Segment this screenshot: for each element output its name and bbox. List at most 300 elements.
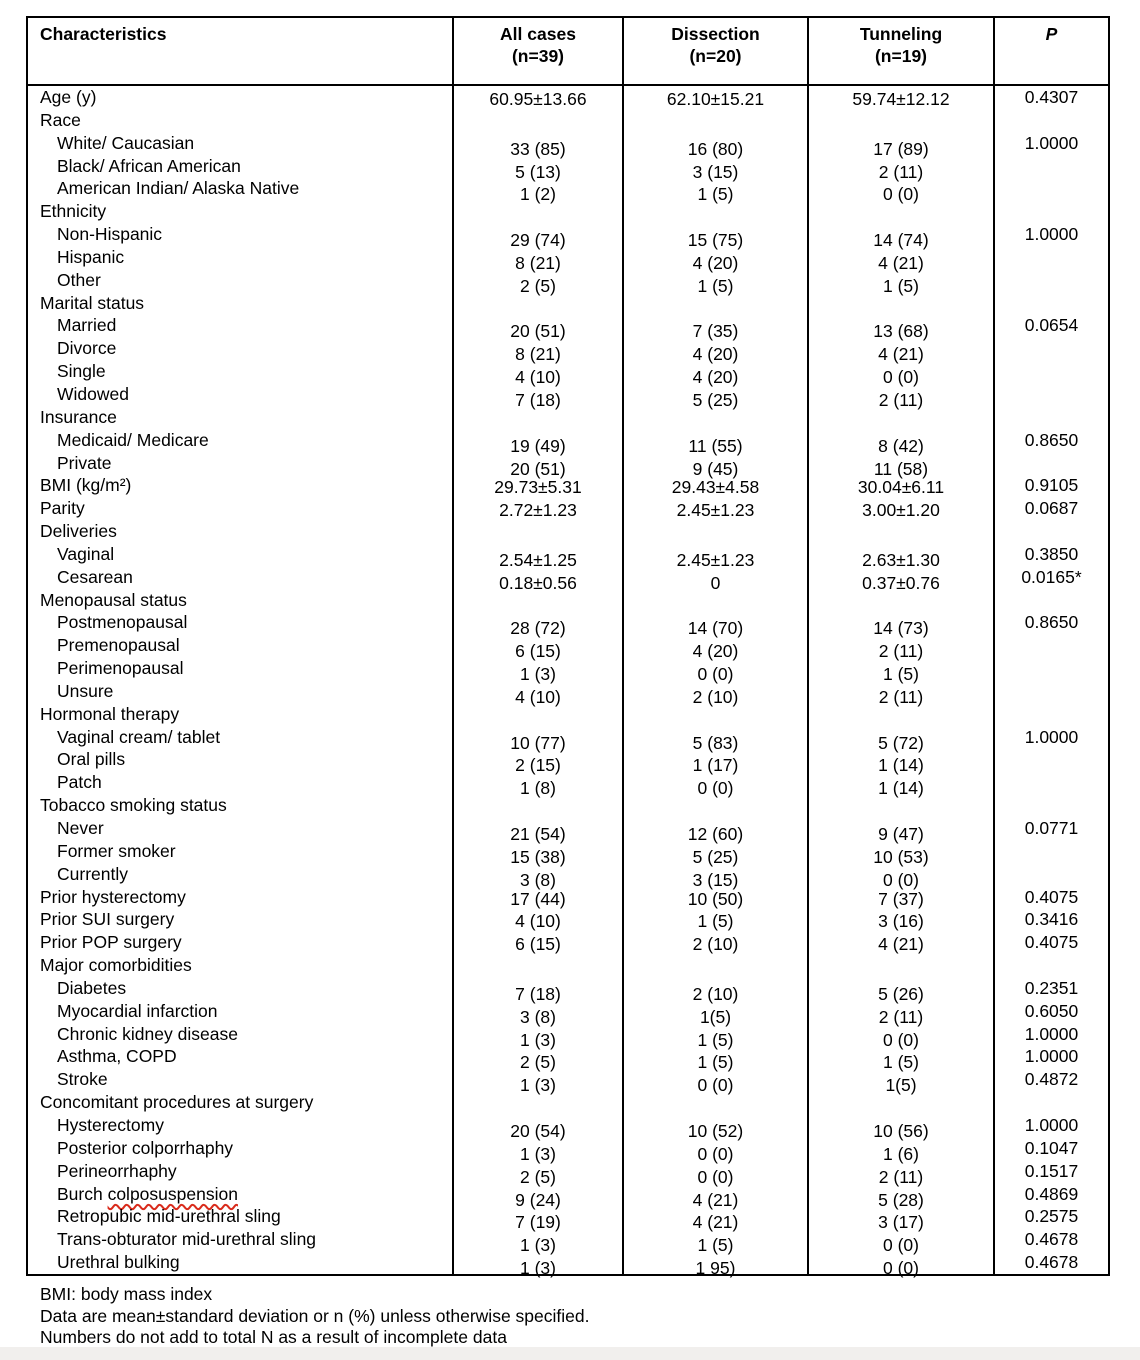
row-label-text: Perimenopausal bbox=[57, 658, 184, 679]
cell-p-value bbox=[995, 292, 1108, 315]
cell-value: 1 (3) bbox=[520, 664, 556, 685]
cell-value: 1 (5) bbox=[697, 1029, 734, 1050]
value-stack bbox=[624, 206, 807, 297]
p-value-cell bbox=[993, 86, 1108, 109]
dissection-cell bbox=[622, 794, 807, 890]
cell-value: 2.63±1.30 bbox=[862, 549, 940, 570]
row-label-text: Unsure bbox=[57, 680, 114, 701]
cell-value: 60.95±13.66 bbox=[489, 89, 587, 109]
value-stack bbox=[454, 412, 622, 481]
all-cases-cell bbox=[452, 931, 622, 954]
cell-value: 1(5) bbox=[699, 1006, 732, 1027]
cell-p-value: 0.0771 bbox=[1024, 818, 1079, 838]
cell-value: 8 (21) bbox=[515, 252, 561, 273]
cell-value: 5 (83) bbox=[692, 732, 739, 753]
cell-value: 0 (0) bbox=[697, 778, 734, 799]
row-label-text: Patch bbox=[57, 772, 102, 793]
row-label-text: Never bbox=[57, 818, 104, 838]
cell-p-value: 0.1517 bbox=[1024, 1160, 1079, 1181]
cell-p-value bbox=[995, 794, 1108, 817]
value-stack bbox=[624, 800, 807, 891]
cell-value: 9 (47) bbox=[878, 824, 924, 844]
table-section bbox=[28, 954, 1108, 1096]
cell-p-value bbox=[995, 748, 1108, 771]
row-label bbox=[28, 337, 452, 360]
characteristics-cell bbox=[28, 703, 452, 794]
value-stack bbox=[624, 476, 807, 499]
cell-value: 2 (11) bbox=[878, 1166, 924, 1187]
value-stack bbox=[624, 298, 807, 412]
cell-value bbox=[809, 595, 993, 618]
cell-value: 29.73±5.31 bbox=[494, 477, 582, 498]
header-tunneling-line1: Tunneling bbox=[859, 24, 943, 44]
tunneling-cell bbox=[807, 589, 993, 707]
cell-p-value bbox=[995, 657, 1108, 680]
table-section bbox=[28, 589, 1108, 707]
cell-value: 62.10±15.21 bbox=[666, 89, 765, 109]
cell-value: 5 (25) bbox=[692, 389, 739, 410]
cell-p-value: 0.6050 bbox=[1024, 1000, 1079, 1021]
row-label-text: Private bbox=[57, 452, 112, 473]
cell-p-value bbox=[995, 155, 1108, 178]
dissection-cell bbox=[622, 86, 807, 109]
all-cases-cell bbox=[452, 497, 622, 520]
row-label bbox=[28, 886, 452, 909]
value-stack bbox=[454, 476, 622, 499]
cell-p-value bbox=[995, 589, 1108, 612]
cell-p-value: 1.0000 bbox=[1024, 132, 1079, 153]
row-label bbox=[28, 383, 452, 406]
row-label-text: Hispanic bbox=[57, 246, 125, 267]
cell-value: 2 (11) bbox=[878, 161, 924, 182]
row-label bbox=[28, 497, 452, 520]
row-label bbox=[28, 1023, 452, 1046]
all-cases-cell bbox=[452, 1091, 622, 1279]
cell-value: 5 (25) bbox=[692, 846, 739, 867]
cell-value bbox=[454, 526, 622, 549]
cell-value: 3 (15) bbox=[692, 869, 739, 890]
row-label-text: Divorce bbox=[57, 338, 117, 359]
value-stack bbox=[809, 499, 993, 522]
p-value-cell bbox=[993, 1091, 1108, 1274]
cell-p-value bbox=[995, 520, 1108, 543]
cell-value: 2 (15) bbox=[515, 755, 561, 776]
all-cases-cell bbox=[452, 86, 622, 109]
cell-value: 28 (72) bbox=[510, 618, 566, 639]
cell-value: 1 (3) bbox=[520, 1075, 556, 1096]
dissection-cell bbox=[622, 931, 807, 954]
header-p-value bbox=[993, 18, 1108, 84]
cell-value: 4 (21) bbox=[692, 1189, 739, 1210]
dissection-cell bbox=[622, 474, 807, 497]
row-label bbox=[28, 269, 452, 292]
cell-value bbox=[454, 800, 622, 823]
cell-p-value bbox=[995, 269, 1108, 292]
cell-value bbox=[809, 526, 993, 549]
all-cases-cell bbox=[452, 292, 622, 410]
value-stack bbox=[809, 800, 993, 891]
section-header-label: Major comorbidities bbox=[40, 955, 192, 976]
table-section bbox=[28, 474, 1108, 497]
cell-p-value: 0.1047 bbox=[1024, 1137, 1079, 1158]
cell-value: 1 (5) bbox=[697, 1052, 734, 1073]
bottom-strip bbox=[0, 1347, 1140, 1360]
cell-value: 16 (80) bbox=[687, 138, 744, 159]
value-stack bbox=[624, 115, 807, 206]
cell-value: 7 (37) bbox=[878, 888, 924, 909]
value-stack bbox=[624, 88, 807, 111]
section-header-label: Concomitant procedures at surgery bbox=[40, 1092, 314, 1113]
cell-value: 4 (21) bbox=[692, 1212, 739, 1233]
cell-p-value: 0.4678 bbox=[1024, 1229, 1079, 1250]
cell-value: 3 (8) bbox=[520, 869, 556, 890]
cell-value: 1 (3) bbox=[520, 1258, 556, 1279]
cell-value: 1 (5) bbox=[697, 1235, 734, 1256]
row-label-text: Trans-obturator mid-urethral sling bbox=[57, 1229, 317, 1250]
row-label-text: Currently bbox=[57, 863, 128, 884]
value-stack bbox=[809, 595, 993, 709]
characteristics-cell bbox=[28, 497, 452, 520]
cell-value: 20 (54) bbox=[510, 1120, 566, 1141]
row-label bbox=[28, 726, 452, 749]
value-stack bbox=[454, 88, 622, 111]
characteristics-cell bbox=[28, 406, 452, 475]
row-label-text: Urethral bulking bbox=[57, 1252, 180, 1273]
row-label bbox=[28, 566, 452, 589]
cell-value: 11 (58) bbox=[873, 458, 929, 479]
cell-p-value bbox=[995, 452, 1108, 475]
cell-value bbox=[809, 115, 993, 138]
characteristics-cell bbox=[28, 794, 452, 885]
cell-value: 1 (8) bbox=[520, 778, 556, 799]
row-label-text: Vaginal cream/ tablet bbox=[57, 726, 221, 747]
cell-value: 0.37±0.76 bbox=[862, 572, 940, 593]
value-stack bbox=[624, 888, 807, 911]
cell-value bbox=[809, 800, 993, 823]
cell-p-value: 0.4075 bbox=[1024, 932, 1079, 953]
cell-p-value: 0.4307 bbox=[1024, 87, 1079, 107]
row-label bbox=[28, 1183, 452, 1206]
characteristics-cell bbox=[28, 200, 452, 291]
characteristics-cell bbox=[28, 292, 452, 406]
cell-p-value bbox=[995, 863, 1108, 886]
cell-value: 6 (15) bbox=[515, 641, 561, 662]
cell-value: 7 (35) bbox=[692, 321, 739, 342]
characteristics-cell bbox=[28, 954, 452, 1091]
row-label bbox=[28, 1045, 452, 1068]
cell-p-value: 0.3416 bbox=[1024, 909, 1079, 930]
characteristics-cell bbox=[28, 86, 452, 109]
cell-p-value: 0.4075 bbox=[1024, 886, 1079, 907]
header-tunneling-line2: (n=19) bbox=[874, 46, 928, 66]
cell-value: 8 (42) bbox=[878, 435, 924, 456]
cell-value: 15 (75) bbox=[687, 230, 744, 251]
cell-value: 59.74±12.12 bbox=[852, 89, 950, 109]
cell-value: 10 (50) bbox=[687, 888, 744, 909]
cell-p-value: 1.0000 bbox=[1024, 1114, 1079, 1135]
table-footnotes bbox=[40, 1284, 589, 1349]
row-label bbox=[28, 155, 452, 178]
cell-value: 4 (10) bbox=[515, 911, 561, 932]
row-label-text: American Indian/ Alaska Native bbox=[57, 178, 300, 199]
cell-value: 1 (3) bbox=[520, 1143, 556, 1164]
table-section bbox=[28, 931, 1108, 954]
row-label-text: Married bbox=[57, 315, 117, 336]
cell-value: 1 (14) bbox=[878, 755, 924, 776]
cell-value: 0 (0) bbox=[883, 869, 919, 890]
value-stack bbox=[809, 960, 993, 1097]
value-stack bbox=[454, 206, 622, 297]
dissection-cell bbox=[622, 908, 807, 931]
all-cases-cell bbox=[452, 589, 622, 707]
value-stack bbox=[454, 1097, 622, 1280]
row-label bbox=[28, 1251, 452, 1274]
value-stack bbox=[624, 412, 807, 481]
cell-p-value bbox=[995, 406, 1108, 429]
cell-value: 6 (15) bbox=[515, 934, 561, 955]
cell-value bbox=[624, 115, 807, 138]
cell-value bbox=[809, 960, 993, 983]
p-value-cell bbox=[993, 703, 1108, 794]
row-label bbox=[28, 1228, 452, 1251]
cell-value bbox=[624, 298, 807, 321]
cell-value: 29.43±4.58 bbox=[671, 477, 760, 498]
row-label bbox=[28, 429, 452, 452]
dissection-cell bbox=[622, 292, 807, 410]
tunneling-cell bbox=[807, 908, 993, 931]
dissection-cell bbox=[622, 109, 807, 205]
cell-value: 20 (51) bbox=[510, 321, 566, 342]
row-label bbox=[28, 360, 452, 383]
cell-value bbox=[624, 412, 807, 435]
cell-value: 12 (60) bbox=[687, 824, 744, 844]
cell-value bbox=[809, 1097, 993, 1120]
header-characteristics-label: Characteristics bbox=[40, 24, 167, 44]
cell-p-value: 0.8650 bbox=[1024, 612, 1079, 633]
row-label-text: Retropubic mid-urethral sling bbox=[57, 1206, 281, 1227]
cell-value: 4 (20) bbox=[692, 641, 739, 662]
cell-value: 1 (5) bbox=[697, 911, 734, 932]
value-stack bbox=[624, 933, 807, 956]
all-cases-cell bbox=[452, 474, 622, 497]
header-all-cases-line2: (n=39) bbox=[511, 46, 565, 66]
row-label-text: Medicaid/ Medicare bbox=[57, 429, 209, 450]
value-stack bbox=[454, 595, 622, 709]
row-label-text: White/ Caucasian bbox=[57, 132, 195, 153]
value-stack bbox=[809, 526, 993, 595]
dissection-cell bbox=[622, 886, 807, 909]
row-label-text: Prior SUI surgery bbox=[40, 909, 175, 930]
cell-value bbox=[624, 595, 807, 618]
row-label-text: Widowed bbox=[57, 383, 129, 404]
row-label bbox=[28, 246, 452, 269]
table-section bbox=[28, 86, 1108, 109]
table-body bbox=[28, 86, 1108, 1279]
cell-value: 2 (10) bbox=[692, 983, 739, 1004]
table-section bbox=[28, 703, 1108, 799]
cell-value: 4 (21) bbox=[878, 252, 924, 273]
header-characteristics bbox=[28, 18, 452, 84]
row-label-text: Stroke bbox=[57, 1069, 108, 1090]
header-dissection-line1: Dissection bbox=[671, 24, 760, 44]
cell-value: 2 (11) bbox=[878, 686, 924, 707]
cell-value: 3 (15) bbox=[692, 161, 739, 182]
row-label-text: Prior POP surgery bbox=[40, 932, 182, 953]
cell-value: 15 (38) bbox=[510, 846, 566, 867]
cell-value bbox=[624, 800, 807, 823]
table-section bbox=[28, 406, 1108, 479]
row-label-text: Posterior colporrhaphy bbox=[57, 1137, 234, 1158]
all-cases-cell bbox=[452, 200, 622, 296]
value-stack bbox=[809, 115, 993, 206]
row-label-text: Oral pills bbox=[57, 749, 126, 770]
cell-value: 2 (11) bbox=[878, 1006, 924, 1027]
cell-value: 4 (21) bbox=[878, 344, 924, 365]
all-cases-cell bbox=[452, 908, 622, 931]
cell-p-value: 1.0000 bbox=[1024, 1046, 1079, 1067]
section-header-label: Deliveries bbox=[40, 521, 117, 542]
tunneling-cell bbox=[807, 406, 993, 479]
cell-value: 10 (53) bbox=[873, 846, 929, 867]
tunneling-cell bbox=[807, 954, 993, 1096]
all-cases-cell bbox=[452, 794, 622, 890]
table-section bbox=[28, 794, 1108, 890]
cell-value: 2.45±1.23 bbox=[676, 500, 755, 521]
cell-value bbox=[809, 709, 993, 732]
footnote-data-format: Data are mean±standard deviation or n (%) unless otherwise specified. bbox=[40, 1305, 590, 1326]
characteristics-table bbox=[26, 16, 1110, 1279]
row-label-text: Prior hysterectomy bbox=[40, 886, 186, 907]
p-value-cell bbox=[993, 589, 1108, 703]
dissection-cell bbox=[622, 1091, 807, 1279]
cell-p-value: 0.0687 bbox=[1024, 498, 1079, 519]
cell-value: 0 (0) bbox=[697, 664, 734, 685]
cell-value: 1 95) bbox=[695, 1258, 736, 1279]
p-value-cell bbox=[993, 908, 1108, 931]
cell-p-value: 0.2575 bbox=[1024, 1206, 1079, 1227]
cell-value: 2 (10) bbox=[692, 934, 739, 955]
header-all-cases bbox=[452, 18, 622, 84]
cell-value bbox=[624, 526, 807, 549]
cell-value bbox=[454, 298, 622, 321]
cell-value: 14 (74) bbox=[873, 230, 929, 251]
cell-value: 3 (16) bbox=[878, 911, 924, 932]
cell-p-value: 1.0000 bbox=[1024, 726, 1079, 747]
cell-value: 1 (14) bbox=[878, 778, 924, 799]
value-stack bbox=[454, 298, 622, 412]
cell-value: 1(5) bbox=[885, 1075, 917, 1096]
cell-value: 9 (24) bbox=[515, 1189, 561, 1210]
p-value-cell bbox=[993, 109, 1108, 200]
all-cases-cell bbox=[452, 954, 622, 1096]
cell-value: 2.54±1.25 bbox=[499, 549, 577, 570]
characteristics-cell bbox=[28, 886, 452, 909]
table-section bbox=[28, 520, 1108, 593]
value-stack bbox=[454, 910, 622, 933]
cell-value: 0 (0) bbox=[697, 1166, 734, 1187]
value-stack bbox=[454, 499, 622, 522]
row-label-text: Postmenopausal bbox=[57, 612, 188, 633]
value-stack bbox=[809, 476, 993, 499]
cell-value: 3 (17) bbox=[878, 1212, 924, 1233]
cell-p-value: 0.4869 bbox=[1024, 1183, 1079, 1204]
row-label bbox=[28, 474, 452, 497]
row-label bbox=[28, 132, 452, 155]
cell-value: 5 (72) bbox=[878, 732, 924, 753]
section-header-label: Ethnicity bbox=[40, 201, 107, 222]
cell-value: 0 (0) bbox=[883, 184, 919, 205]
cell-value: 2 (5) bbox=[520, 1052, 556, 1073]
value-stack bbox=[809, 910, 993, 933]
cell-value: 2 (10) bbox=[692, 686, 739, 707]
cell-value: 13 (68) bbox=[873, 321, 929, 342]
dissection-cell bbox=[622, 703, 807, 799]
cell-p-value bbox=[995, 109, 1108, 132]
cell-value: 29 (74) bbox=[510, 230, 566, 251]
cell-value: 4 (20) bbox=[692, 367, 739, 388]
table-section bbox=[28, 1091, 1108, 1279]
cell-value: 1 (3) bbox=[520, 1235, 556, 1256]
all-cases-cell bbox=[452, 703, 622, 799]
cell-value: 19 (49) bbox=[510, 435, 566, 456]
value-stack bbox=[624, 709, 807, 800]
row-label bbox=[28, 452, 452, 475]
value-stack bbox=[809, 412, 993, 481]
p-value-cell bbox=[993, 406, 1108, 475]
tunneling-cell bbox=[807, 109, 993, 205]
cell-value bbox=[624, 960, 807, 983]
cell-value: 8 (21) bbox=[515, 344, 561, 365]
all-cases-cell bbox=[452, 406, 622, 479]
dissection-cell bbox=[622, 200, 807, 296]
tunneling-cell bbox=[807, 474, 993, 497]
tunneling-cell bbox=[807, 497, 993, 520]
cell-p-value bbox=[995, 337, 1108, 360]
row-label-text: Single bbox=[57, 361, 106, 382]
cell-value: 20 (51) bbox=[510, 458, 566, 479]
value-stack bbox=[624, 499, 807, 522]
row-label bbox=[28, 1000, 452, 1023]
p-value-cell bbox=[993, 520, 1108, 589]
value-stack bbox=[454, 800, 622, 891]
characteristics-cell bbox=[28, 931, 452, 954]
cell-value: 1 (17) bbox=[692, 755, 739, 776]
row-label bbox=[28, 771, 452, 794]
section-header-label: Tobacco smoking status bbox=[40, 795, 227, 816]
footnote-incomplete-data: Numbers do not add to total N as a result of incomplete data bbox=[40, 1327, 507, 1347]
value-stack bbox=[809, 1097, 993, 1280]
cell-p-value bbox=[995, 634, 1108, 657]
cell-value: 0 (0) bbox=[883, 1235, 919, 1256]
header-p-label: P bbox=[1045, 24, 1058, 44]
cell-value: 2.72±1.23 bbox=[499, 500, 577, 521]
row-label bbox=[28, 177, 452, 200]
p-value-cell bbox=[993, 474, 1108, 497]
characteristics-cell bbox=[28, 908, 452, 931]
cell-value: 7 (18) bbox=[515, 389, 561, 410]
cell-value: 4 (10) bbox=[515, 686, 561, 707]
cell-value: 14 (70) bbox=[687, 618, 744, 639]
row-label bbox=[28, 1068, 452, 1091]
cell-value: 17 (89) bbox=[873, 138, 929, 159]
p-value-cell bbox=[993, 886, 1108, 909]
row-label-text: Other bbox=[57, 269, 101, 290]
dissection-cell bbox=[622, 406, 807, 479]
row-label bbox=[28, 314, 452, 337]
value-stack bbox=[454, 888, 622, 911]
row-label-text: BMI (kg/m²) bbox=[40, 475, 132, 496]
cell-p-value bbox=[995, 680, 1108, 703]
